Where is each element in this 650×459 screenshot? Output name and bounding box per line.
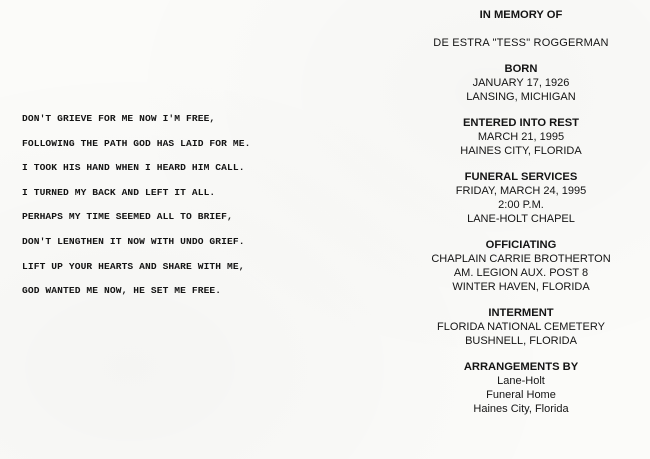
entered-rest-date: MARCH 21, 1995 — [477, 131, 565, 143]
memorial-info — [408, 8, 634, 416]
officiant-post: AM. LEGION AUX. POST 8 — [453, 267, 589, 279]
interment-section — [408, 306, 634, 348]
interment-cemetery: FLORIDA NATIONAL CEMETERY — [437, 321, 605, 333]
poem-line: FOLLOWING THE PATH GOD HAS LAID FOR ME. — [22, 137, 251, 149]
arrangements-section — [408, 360, 634, 416]
poem-line: DON'T GRIEVE FOR ME NOW I'M FREE, — [22, 113, 216, 124]
funeral-time: 2:00 P.M. — [498, 199, 544, 211]
officiating-section — [408, 238, 634, 294]
officiating-heading: OFFICIATING — [485, 239, 557, 251]
poem-line: GOD WANTED ME NOW, HE SET ME FREE. — [22, 285, 222, 297]
born-heading: BORN — [504, 63, 538, 75]
interment-place: BUSHNELL, FLORIDA — [465, 335, 577, 347]
funeral-date: FRIDAY, MARCH 24, 1995 — [455, 185, 587, 197]
deceased-name: DE ESTRA "TESS" ROGGERMAN — [433, 37, 609, 49]
poem-line: I TOOK HIS HAND WHEN I HEARD HIM CALL. — [22, 162, 245, 174]
poem-line: PERHAPS MY TIME SEEMED ALL TO BRIEF, — [22, 211, 233, 223]
arrangements-line: Haines City, Florida — [473, 403, 569, 415]
funeral-place: LANE-HOLT CHAPEL — [467, 213, 575, 225]
entered-rest-place: HAINES CITY, FLORIDA — [460, 145, 582, 157]
born-section — [408, 62, 634, 104]
born-place: LANSING, MICHIGAN — [466, 91, 576, 103]
officiant-place: WINTER HAVEN, FLORIDA — [452, 281, 590, 293]
poem-line: LIFT UP YOUR HEARTS AND SHARE WITH ME, — [22, 260, 245, 272]
interment-heading: INTERMENT — [488, 307, 554, 319]
arrangements-line: Lane-Holt — [497, 375, 545, 387]
born-date: JANUARY 17, 1926 — [472, 77, 570, 89]
entered-rest-section — [408, 116, 634, 158]
arrangements-line: Funeral Home — [486, 389, 556, 401]
officiant-name: CHAPLAIN CARRIE BROTHERTON — [431, 253, 611, 265]
poem-line: I TURNED MY BACK AND LEFT IT ALL. — [22, 186, 216, 198]
funeral-heading: FUNERAL SERVICES — [464, 171, 578, 183]
entered-rest-heading: ENTERED INTO REST — [462, 117, 580, 129]
poem-line: DON'T LENGTHEN IT NOW WITH UNDO GRIEF. — [22, 235, 245, 247]
memorial-title: IN MEMORY OF — [479, 9, 563, 21]
funeral-section — [408, 170, 634, 226]
poem — [22, 112, 322, 309]
arrangements-heading: ARRANGEMENTS BY — [463, 361, 579, 373]
